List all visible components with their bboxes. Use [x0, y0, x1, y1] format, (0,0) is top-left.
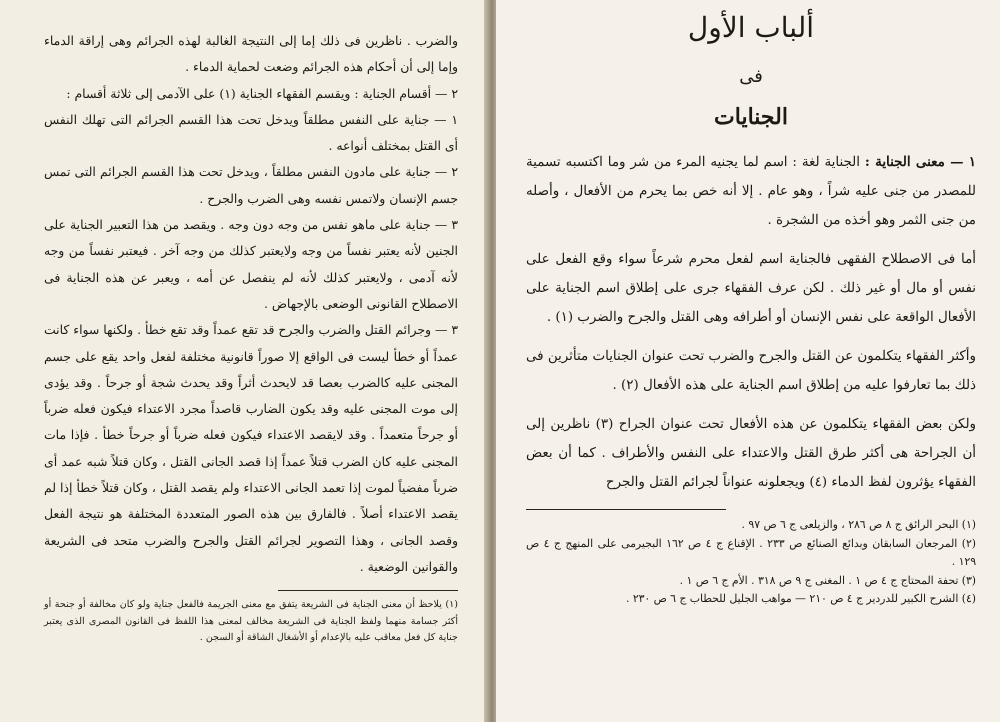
- footnote: (٤) الشرح الكبير للدردير ج ٤ ص ٢١٠ — مواهب الجليل للحطاب ج ٦ ص ٢٣٠ .: [625, 592, 976, 606]
- section-title: الجنايات: [714, 104, 788, 130]
- paragraph: ١ — جناية على النفس مطلقاً ويدخل تحت هذا القسم الجرائم التى تهلك النفس أى القتل بمختلف أنواعه .: [44, 111, 458, 154]
- paragraph-text: أما فى الاصطلاح الفقهى فالجناية اسم لفعل محرم شرعاً سواء وقع الفعل على نفس أو مال أو غير ذلك . لكن عرف الفقهاء جرى على إطلاق اسم الجناية على الأفعال الواقعة على نفس الإنسان أو أطرافه وهى القتل والجرح والضرب (١) .: [526, 252, 976, 325]
- chapter-connector: فى: [739, 66, 763, 87]
- footnote-divider: [526, 509, 726, 510]
- paragraph: ٣ — وجرائم القتل والضرب والجرح قد تقع عمداً وقد تقع خطأ . ولكنها سواء كانت عمداً أو خطأ ليست فى الواقع إلا صوراً قانونية مختلفة لفعل واحد يقع على جسم المجنى عليه كالضرب بعصا قد لايحدث أثراً وقد يحدث شجة أو جرحاً . وقد يؤدى إلى موت المجنى عليه وقد يكون الضارب قاصداً مجرد الاعتداء فيكون فعله ضرباً أو جرحاً متعمداً . وقد لايقصد الاعتداء فيكون فعله ضرباً أو جرحاً خطأ . فإذا مات المجنى عليه كان الضرب قتلاً عمداً إذا قصد الجانى القتل ، وكان قتلاً شبه عمد أى ضرباً مفضياً لموت إذا تعمد الجانى الاعتداء ولم يقصد القتل ، وكان قتلاً خطأ إذا لم يقصد الاعتداء أصلاً . فالفارق بين هذه الصور المتعددة المختلفة هو نتيجة الفعل وقصد الجانى ، وهذا التصوير لجرائم القتل والجرح والضرب متحد فى الشريعة والقوانين الوضعية .: [44, 322, 458, 574]
- paragraph: ٢ — أقسام الجناية : ويقسم الفقهاء الجناية (١) على الآدمى إلى ثلاثة أقسام :: [66, 85, 458, 101]
- right-page: [496, 0, 1000, 722]
- paragraph-lead: ١ — معنى الجناية :: [864, 154, 976, 170]
- left-page: [0, 0, 488, 722]
- paragraph: [526, 410, 976, 497]
- left-page-footnotes: [44, 597, 458, 647]
- paragraph: [526, 342, 976, 400]
- footnote: (٣) تحفة المحتاج ج ٤ ص ١ . المغنى ج ٩ ص ٣١٨ . الأم ج ٦ ص ١ .: [679, 573, 976, 587]
- paragraph-text: الجناية لغة : اسم لما يجنيه المرء من شر وما اكتسبه تسمية للمصدر من جنى عليه شراً ، وهو عام . إلا أنه خص بما يحرم من الأفعال ، وأصله من جنى الثمر وهو أخذه من الشجرة .: [526, 155, 976, 228]
- footnote: (٢) المرجعان السابقان وبدائع الصنائع ص ٢٣٣ . الإقناع ج ٤ ص ١٦٢ البجيرمى على المنهج ج ٤ ص ١٢٩ .: [526, 536, 976, 569]
- paragraph-text: ولكن بعض الفقهاء يتكلمون عن هذه الأفعال تحت عنوان الجراح (٣) ناظرين إلى أن الجراحة هى أكثر طرق القتل والاعتداء على النفس والأطراف . كما أن بعض الفقهاء يؤثرون لفظ الدماء (٤) ويجعلونه عنواناً لجرائم القتل والجرح: [526, 417, 976, 490]
- footnote: (١) يلاحظ أن معنى الجناية فى الشريعة يتفق مع معنى الجريمة فالفعل جناية ولو كان مخالفة أو جنحة أو أكثر جسامة منهما ولفظ الجناية فى الشريعة مخالف لمعنى هذا اللفظ فى القانون المصرى الذى يعتبر جناية كل فعل معاقب عليه بالإعدام أو الأشغال الشاقة أو السجن .: [44, 599, 458, 644]
- paragraph: ٣ — جناية على ماهو نفس من وجه دون وجه . ويقصد من هذا التعبير الجناية على الجنين لأنه يعتبر نفساً من وجه ولايعتبر كذلك من وجه آخر . فيعتبر نفساً من وجه لأنه آدمى ، ولايعتبر كذلك لأنه لم ينفصل عن أمه ، ويعبر عن هذه الجناية فى الاصطلاح القانونى الوضعى بالإجهاض .: [44, 217, 458, 311]
- right-page-body: [526, 148, 976, 497]
- paragraph: ٢ — جناية على مادون النفس مطلقاً ، ويدخل تحت هذا القسم الجرائم التى تمس جسم الإنسان ولاتمس نفسه وهى الضرب والجرح .: [44, 164, 458, 206]
- paragraph: [526, 148, 976, 235]
- left-page-body: [44, 28, 458, 580]
- footnote-divider: [278, 590, 458, 591]
- chapter-title: ألباب الأول: [687, 11, 815, 44]
- paragraph: والضرب . ناظرين فى ذلك إما إلى النتيجة الغالبة لهذه الجرائم وهى إراقة الدماء وإما إلى أن أحكام هذه الجرائم وضعت لحماية الدماء .: [44, 33, 458, 75]
- paragraph: [526, 245, 976, 332]
- chapter-heading: [526, 8, 976, 134]
- right-page-footnotes: [526, 516, 976, 609]
- footnote: (١) البحر الرائق ج ٨ ص ٢٨٦ ، والزيلعى ج ٦ ص ٩٧ .: [741, 518, 976, 531]
- paragraph-text: وأكثر الفقهاء يتكلمون عن القتل والجرح والضرب تحت عنوان الجنايات متأثرين فى ذلك بما تعارفوا عليه من إطلاق اسم الجناية على هذه الأفعال (٢) .: [526, 349, 976, 393]
